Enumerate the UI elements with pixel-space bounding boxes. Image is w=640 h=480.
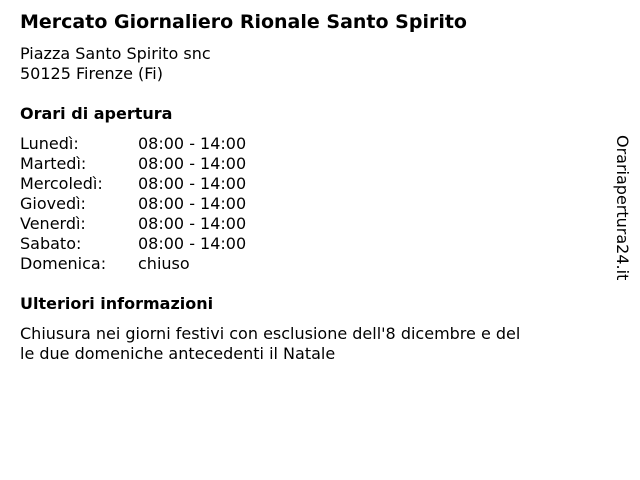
site-watermark: Orariapertura24.it: [613, 135, 632, 281]
day-label: Lunedì:: [20, 134, 79, 153]
info-line: Chiusura nei giorni festivi con esclusione dell'8 dicembre e del: [20, 324, 521, 343]
day-label: Martedì:: [20, 154, 87, 173]
day-label: Domenica:: [20, 254, 107, 273]
day-hours: 08:00 - 14:00: [138, 174, 247, 193]
day-hours: 08:00 - 14:00: [138, 234, 247, 253]
day-hours: chiuso: [138, 254, 190, 273]
day-label: Mercoledì:: [20, 174, 103, 193]
day-label: Giovedì:: [20, 194, 86, 213]
day-hours: 08:00 - 14:00: [138, 134, 247, 153]
opening-hours-heading: Orari di apertura: [20, 104, 173, 123]
day-hours: 08:00 - 14:00: [138, 214, 247, 233]
day-label: Venerdì:: [20, 214, 86, 233]
additional-info-heading: Ulteriori informazioni: [20, 294, 214, 313]
address-city: 50125 Firenze (Fi): [20, 64, 163, 83]
day-hours: 08:00 - 14:00: [138, 194, 247, 213]
address-street: Piazza Santo Spirito snc: [20, 44, 211, 63]
info-line: le due domeniche antecedenti il Natale: [20, 344, 336, 363]
store-title: Mercato Giornaliero Rionale Santo Spirito: [20, 11, 467, 33]
additional-info-text: [20, 324, 580, 364]
day-hours: 08:00 - 14:00: [138, 154, 247, 173]
store-address: [20, 44, 211, 84]
day-label: Sabato:: [20, 234, 82, 253]
